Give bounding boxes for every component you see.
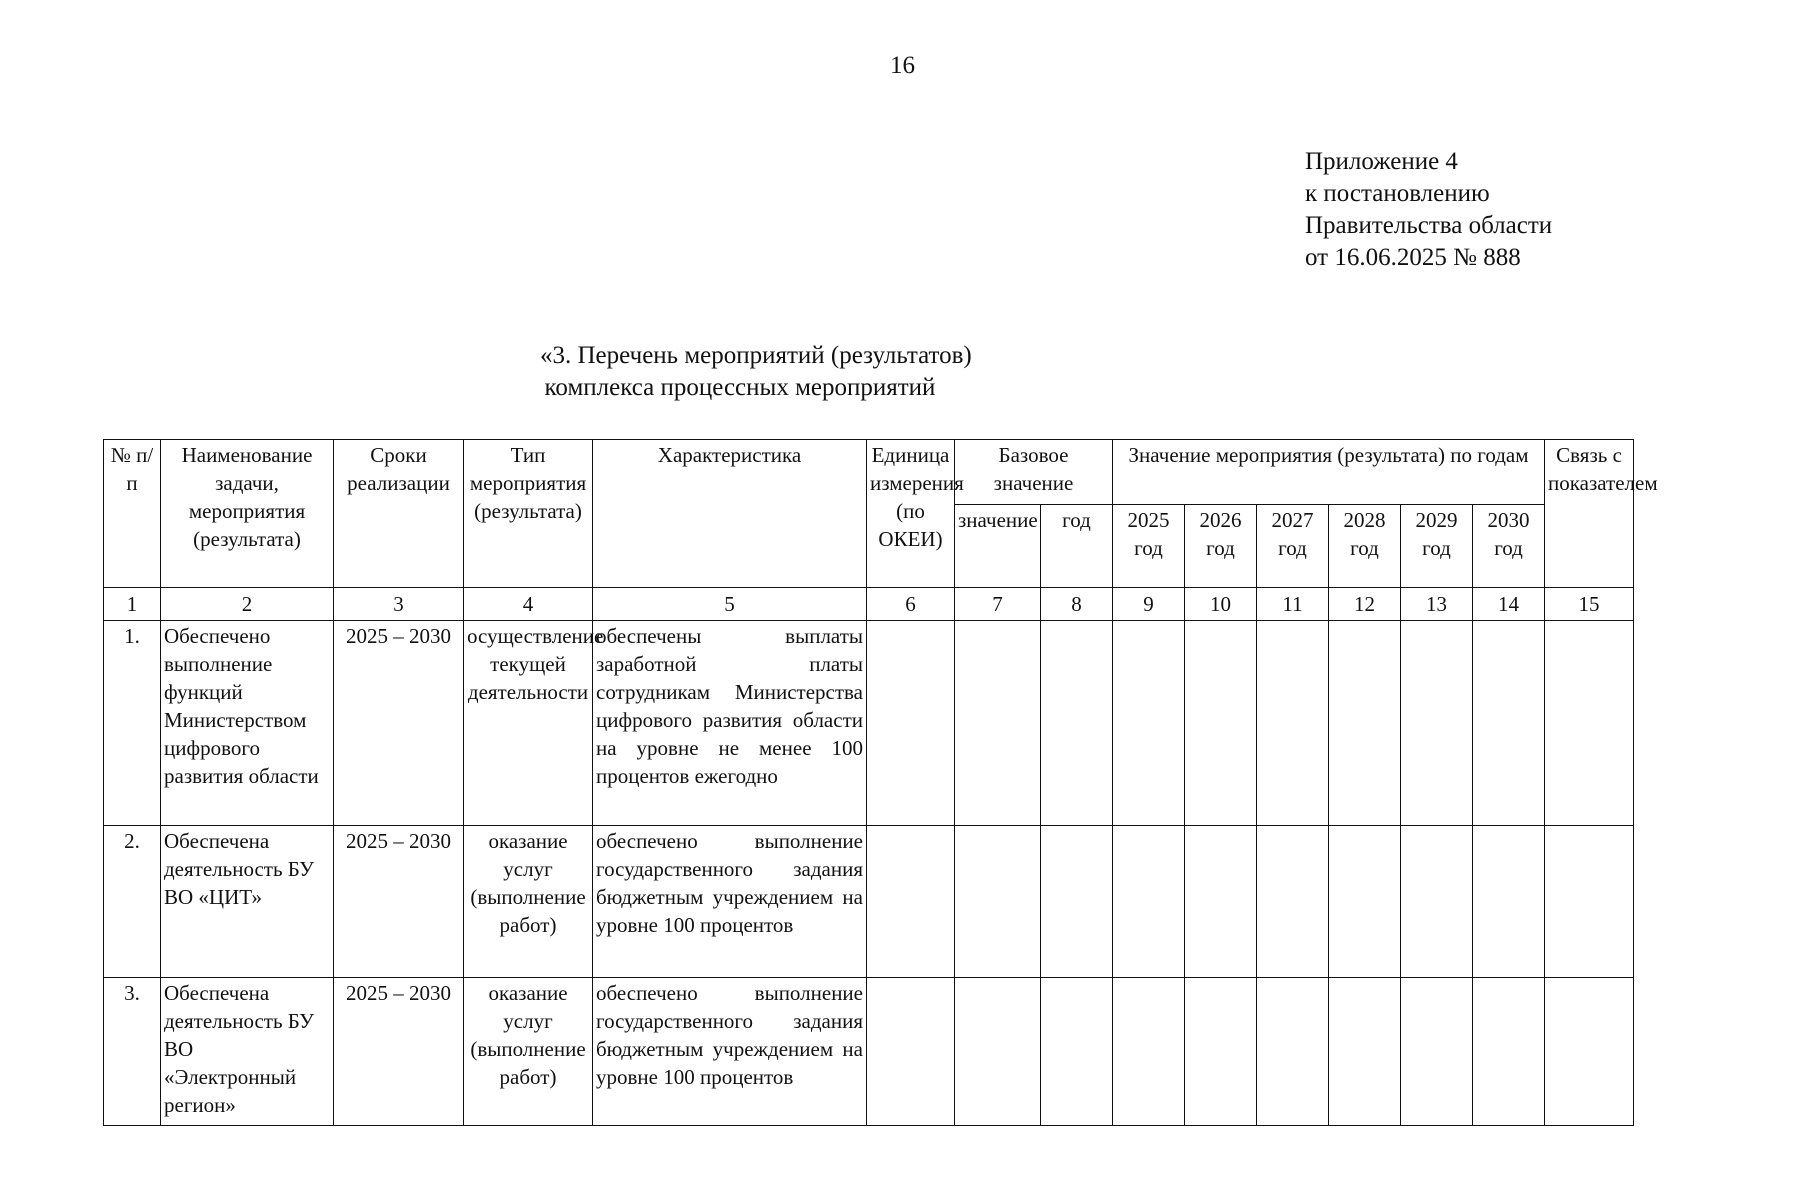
row-base-year — [1041, 826, 1113, 978]
column-number: 9 — [1113, 588, 1185, 621]
row-link — [1545, 826, 1634, 978]
row-year-value — [1185, 978, 1257, 1126]
appendix-line: от 16.06.2025 № 888 — [1305, 244, 1521, 271]
row-type: оказание услуг (выполнение работ) — [464, 826, 593, 978]
row-year-value — [1113, 826, 1185, 978]
header-year: 2030 год — [1473, 505, 1545, 588]
header-characteristic: Характеристика — [593, 440, 867, 588]
row-year-value — [1401, 826, 1473, 978]
document-title — [540, 340, 972, 404]
row-period: 2025 – 2030 — [334, 826, 464, 978]
appendix-block — [1305, 146, 1552, 274]
header-name: Наименование задачи, мероприятия (результата) — [161, 440, 334, 588]
header-year: 2027 год — [1257, 505, 1329, 588]
row-period: 2025 – 2030 — [334, 978, 464, 1126]
header-year: 2029 год — [1401, 505, 1473, 588]
column-number: 4 — [464, 588, 593, 621]
title-line: комплекса процессных мероприятий — [544, 374, 936, 401]
row-year-value — [1473, 978, 1545, 1126]
row-base-value — [955, 621, 1041, 826]
row-name: Обеспечена деятельность БУ ВО «Электронный регион» — [161, 978, 334, 1126]
column-number: 11 — [1257, 588, 1329, 621]
row-year-value — [1473, 621, 1545, 826]
header-year: 2025 год — [1113, 505, 1185, 588]
row-year-value — [1113, 978, 1185, 1126]
column-number: 5 — [593, 588, 867, 621]
row-characteristic: обеспечено выполнение государственного задания бюджетным учреждением на уровне 100 процентов — [593, 826, 867, 978]
row-year-value — [1113, 621, 1185, 826]
header-year: 2026 год — [1185, 505, 1257, 588]
column-number: 6 — [867, 588, 955, 621]
row-year-value — [1185, 621, 1257, 826]
column-number: 3 — [334, 588, 464, 621]
row-type: оказание услуг (выполнение работ) — [464, 978, 593, 1126]
header-type: Тип мероприятия (результата) — [464, 440, 593, 588]
row-base-value — [955, 978, 1041, 1126]
row-characteristic: обеспечено выполнение государственного задания бюджетным учреждением на уровне 100 процентов — [593, 978, 867, 1126]
table-row — [104, 621, 1634, 826]
row-year-value — [1401, 621, 1473, 826]
header-base-year: год — [1041, 505, 1113, 588]
row-link — [1545, 978, 1634, 1126]
appendix-line: к постановлению — [1305, 180, 1490, 207]
table-row — [104, 826, 1634, 978]
row-unit — [867, 978, 955, 1126]
column-number: 13 — [1401, 588, 1473, 621]
header-year: 2028 год — [1329, 505, 1401, 588]
row-name: Обеспечена деятельность БУ ВО «ЦИТ» — [161, 826, 334, 978]
column-number: 8 — [1041, 588, 1113, 621]
column-number: 1 — [104, 588, 161, 621]
row-type: осуществление текущей деятельности — [464, 621, 593, 826]
row-base-value — [955, 826, 1041, 978]
column-number: 2 — [161, 588, 334, 621]
row-year-value — [1473, 826, 1545, 978]
appendix-line: Правительства области — [1305, 212, 1553, 239]
header-base: Базовое значение — [955, 440, 1113, 505]
row-year-value — [1329, 826, 1401, 978]
row-num: 2. — [104, 826, 161, 978]
page-number: 16 — [890, 52, 915, 79]
row-unit — [867, 826, 955, 978]
table-row — [104, 978, 1634, 1126]
row-num: 1. — [104, 621, 161, 826]
header-base-value: значение — [955, 505, 1041, 588]
row-year-value — [1329, 621, 1401, 826]
column-number: 14 — [1473, 588, 1545, 621]
row-year-value — [1257, 978, 1329, 1126]
row-base-year — [1041, 621, 1113, 826]
header-unit: Единица измерения (по ОКЕИ) — [867, 440, 955, 588]
column-number: 7 — [955, 588, 1041, 621]
row-year-value — [1257, 826, 1329, 978]
column-number: 10 — [1185, 588, 1257, 621]
row-period: 2025 – 2030 — [334, 621, 464, 826]
header-link: Связь с показателем — [1545, 440, 1634, 588]
header-period: Сроки реализации — [334, 440, 464, 588]
row-characteristic: обеспечены выплаты заработной платы сотрудникам Министерства цифрового развития области на уровне не менее 100 процентов ежегодно — [593, 621, 867, 826]
header-values-by-year: Значение мероприятия (результата) по годам — [1113, 440, 1545, 505]
table-header-row — [104, 440, 1634, 505]
column-numbers-row — [104, 588, 1634, 621]
row-year-value — [1185, 826, 1257, 978]
row-year-value — [1257, 621, 1329, 826]
header-num: № п/п — [104, 440, 161, 588]
row-name: Обеспечено выполнение функций Министерством цифрового развития области — [161, 621, 334, 826]
title-line: «3. Перечень мероприятий (результатов) — [540, 342, 972, 369]
row-unit — [867, 621, 955, 826]
appendix-line: Приложение 4 — [1305, 148, 1458, 175]
column-number: 15 — [1545, 588, 1634, 621]
measures-table — [103, 439, 1658, 1126]
row-year-value — [1329, 978, 1401, 1126]
row-base-year — [1041, 978, 1113, 1126]
row-link — [1545, 621, 1634, 826]
row-year-value — [1401, 978, 1473, 1126]
row-num: 3. — [104, 978, 161, 1126]
column-number: 12 — [1329, 588, 1401, 621]
